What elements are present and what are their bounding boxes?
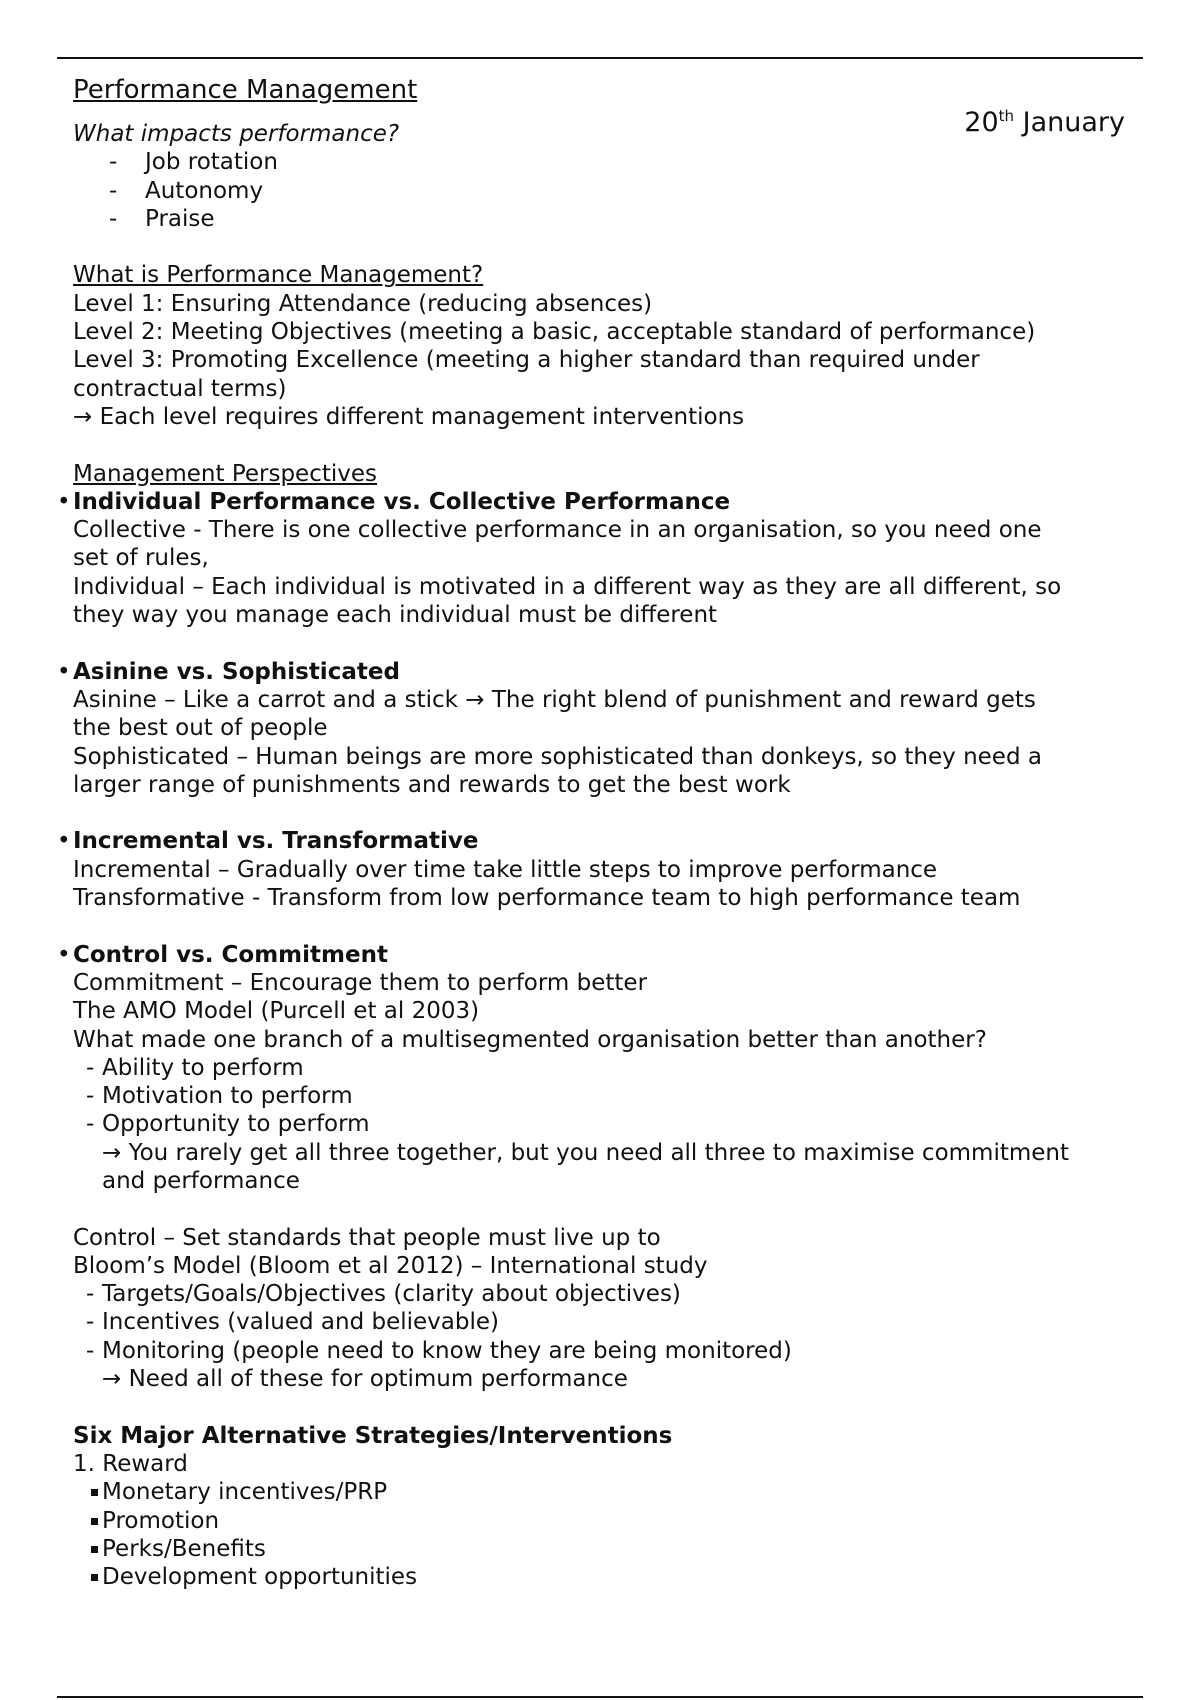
text-line: and performance bbox=[102, 1167, 300, 1194]
text-line: Individual – Each individual is motivated in a different way as they are all different, so bbox=[73, 573, 1062, 600]
list-item: Development opportunities bbox=[73, 1563, 1133, 1591]
text-line: Transformative - Transform from low performance team to high performance team bbox=[73, 885, 1021, 912]
text-line: Sophisticated – Human beings are more sophisticated than donkeys, so they need a bbox=[73, 743, 1042, 770]
date-day: 20 bbox=[964, 107, 999, 138]
bottom-rule bbox=[57, 1696, 1143, 1698]
text-line: → Each level requires different management interventions bbox=[73, 403, 745, 430]
text-line: they way you manage each individual must be different bbox=[73, 602, 718, 629]
text-line: Control – Set standards that people must live up to bbox=[73, 1224, 661, 1251]
text-line: → You rarely get all three together, but you need all three to maximise commitment bbox=[102, 1139, 1070, 1166]
list-item: - Opportunity to perform bbox=[73, 1110, 1133, 1138]
text-line: larger range of punishments and rewards to get the best work bbox=[73, 771, 791, 798]
list-item: Monetary incentives/PRP bbox=[73, 1478, 1133, 1506]
list-item: - Incentives (valued and believable) bbox=[73, 1308, 1133, 1336]
text-line: Collective - There is one collective performance in an organisation, so you need one bbox=[73, 517, 1042, 544]
text-line: Level 2: Meeting Objectives (meeting a basic, acceptable standard of performance) bbox=[73, 319, 1036, 346]
strategies-heading: Six Major Alternative Strategies/Interventions bbox=[73, 1422, 673, 1449]
text-line: Incremental – Gradually over time take little steps to improve performance bbox=[73, 856, 938, 883]
list-item: - Job rotation bbox=[73, 148, 1133, 176]
text-line: Asinine – Like a carrot and a stick → The right blend of punishment and reward gets bbox=[73, 686, 1036, 713]
perspective-title: • Asinine vs. Sophisticated bbox=[73, 658, 1133, 686]
text-line: 1. Reward bbox=[73, 1450, 188, 1477]
list-item: - Targets/Goals/Objectives (clarity about objectives) bbox=[73, 1280, 1133, 1308]
perspective-title: • Individual Performance vs. Collective Performance bbox=[73, 488, 1133, 516]
text-line: the best out of people bbox=[73, 715, 328, 742]
list-item: - Monitoring (people need to know they are being monitored) bbox=[73, 1337, 1133, 1365]
date-label bbox=[964, 102, 1125, 137]
date-month: January bbox=[1014, 107, 1125, 138]
perspective-title: • Control vs. Commitment bbox=[73, 941, 1133, 969]
list-item: Promotion bbox=[73, 1507, 1133, 1535]
page-title: Performance Management bbox=[73, 75, 418, 105]
text-line: Bloom’s Model (Bloom et al 2012) – International study bbox=[73, 1252, 708, 1279]
impacts-question: What impacts performance? bbox=[73, 121, 400, 147]
date-suffix: th bbox=[998, 107, 1015, 125]
list-item: - Motivation to perform bbox=[73, 1082, 1133, 1110]
text-line: Level 1: Ensuring Attendance (reducing absences) bbox=[73, 290, 653, 317]
text-line: The AMO Model (Purcell et al 2003) bbox=[73, 998, 480, 1025]
text-line: Level 3: Promoting Excellence (meeting a higher standard than required under bbox=[73, 347, 980, 374]
text-line: What made one branch of a multisegmented organisation better than another? bbox=[73, 1026, 987, 1053]
perspective-title: • Incremental vs. Transformative bbox=[73, 827, 1133, 855]
text-line: → Need all of these for optimum performance bbox=[102, 1366, 628, 1393]
top-rule bbox=[57, 57, 1143, 59]
text-line: set of rules, bbox=[73, 545, 209, 572]
list-item: - Ability to perform bbox=[73, 1054, 1133, 1082]
text-line: contractual terms) bbox=[73, 375, 287, 402]
text-line: Commitment – Encourage them to perform better bbox=[73, 969, 648, 996]
perspectives-heading: Management Perspectives bbox=[73, 460, 378, 487]
what-is-heading: What is Performance Management? bbox=[73, 262, 484, 289]
list-item: Perks/Benefits bbox=[73, 1535, 1133, 1563]
document-body bbox=[73, 70, 1133, 1591]
list-item: - Autonomy bbox=[73, 177, 1133, 205]
list-item: - Praise bbox=[73, 205, 1133, 233]
